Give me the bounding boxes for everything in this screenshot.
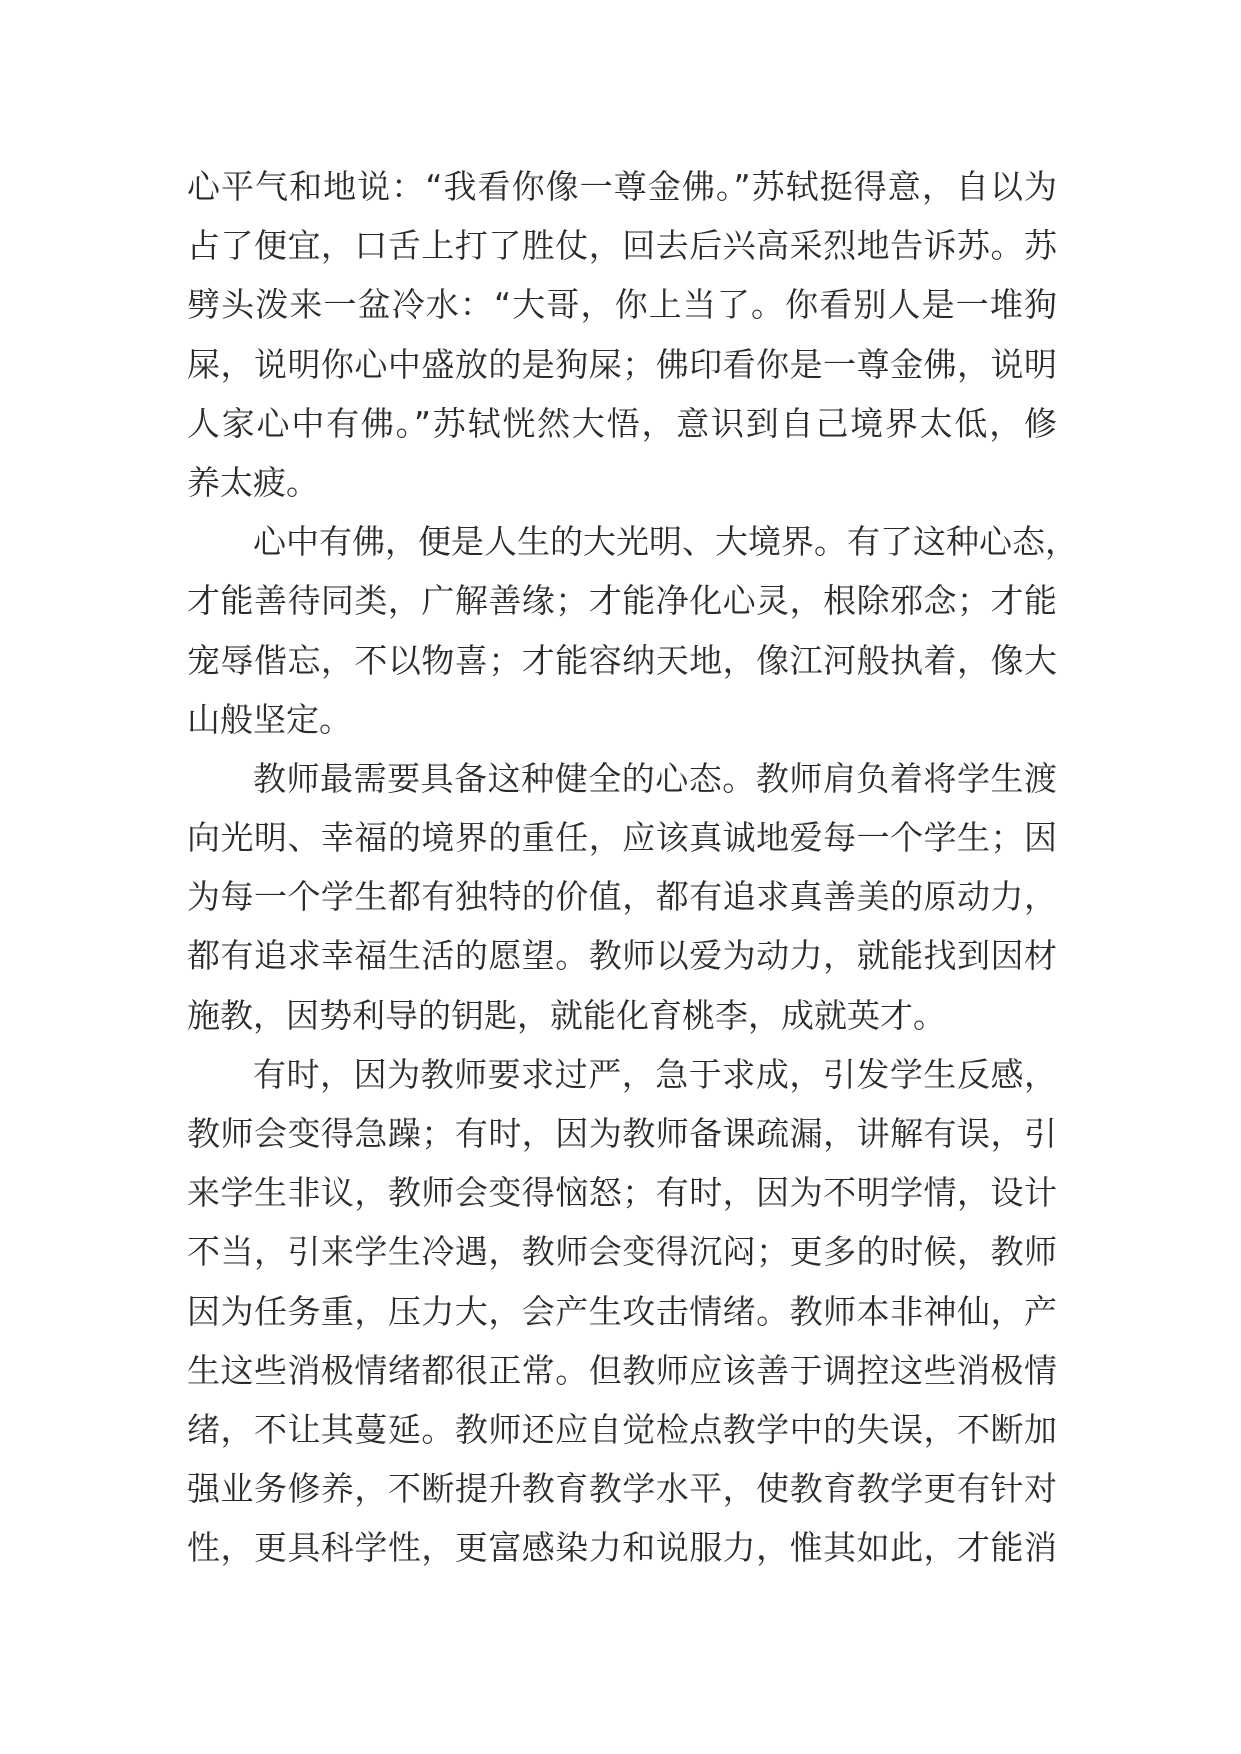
text-line: 养太疲。 <box>187 462 319 502</box>
text-line: 山般坚定。 <box>187 699 352 739</box>
paragraph <box>187 1045 1057 1578</box>
text-line: 不当，引来学生冷遇，教师会变得沉闷；更多的时候，教师 <box>187 1232 1057 1272</box>
paragraph <box>187 512 1078 749</box>
text-line: 施教，因势利导的钥匙，就能化育桃李，成就英才。 <box>187 995 946 1035</box>
text-line: 生这些消极情绪都很正常。但教师应该善于调控这些消极情 <box>187 1350 1057 1390</box>
text-line: 来学生非议，教师会变得恼怒；有时，因为不明学情，设计 <box>187 1173 1057 1213</box>
paragraph <box>187 157 1057 512</box>
text-line: 性，更具科学性，更富感染力和说服力，惟其如此，才能消 <box>187 1528 1057 1568</box>
text-line: 都有追求幸福生活的愿望。教师以爱为动力，就能找到因材 <box>187 936 1057 976</box>
text-line: 心中有佛，便是人生的大光明、大境界。有了这种心态， <box>253 522 1078 562</box>
text-line: 绪，不让其蔓延。教师还应自觉检点教学中的失误，不断加 <box>187 1409 1057 1449</box>
text-line: 人家心中有佛。”苏轼恍然大悟，意识到自己境界太低，修 <box>187 403 1057 443</box>
text-line: 教师会变得急躁；有时，因为教师备课疏漏，讲解有误，引 <box>187 1114 1057 1153</box>
text-line: 因为任务重，压力大，会产生攻击情绪。教师本非神仙，产 <box>187 1291 1057 1331</box>
article-body <box>187 157 1078 1578</box>
paragraph <box>187 749 1057 1045</box>
text-line: 宠辱偕忘，不以物喜；才能容纳天地，像江河般执着，像大 <box>187 640 1057 680</box>
text-line: 占了便宜，口舌上打了胜仗，回去后兴高采烈地告诉苏。苏 <box>187 226 1057 266</box>
text-line: 屎，说明你心中盛放的是狗屎；佛印看你是一尊金佛，说明 <box>187 344 1057 384</box>
text-line: 才能善待同类，广解善缘；才能净化心灵，根除邪念；才能 <box>187 581 1057 621</box>
text-line: 心平气和地说：“我看你像一尊金佛。”苏轼挺得意，自以为 <box>187 167 1057 206</box>
text-line: 有时，因为教师要求过严，急于求成，引发学生反感， <box>253 1054 1057 1094</box>
text-line: 为每一个学生都有独特的价值，都有追求真善美的原动力， <box>187 877 1057 917</box>
text-line: 教师最需要具备这种健全的心态。教师肩负着将学生渡 <box>253 758 1057 798</box>
text-line: 强业务修养，不断提升教育教学水平，使教育教学更有针对 <box>187 1469 1057 1509</box>
text-line: 向光明、幸福的境界的重任，应该真诚地爱每一个学生；因 <box>187 818 1057 858</box>
text-line: 劈头泼来一盆冷水：“大哥，你上当了。你看别人是一堆狗 <box>187 285 1057 325</box>
